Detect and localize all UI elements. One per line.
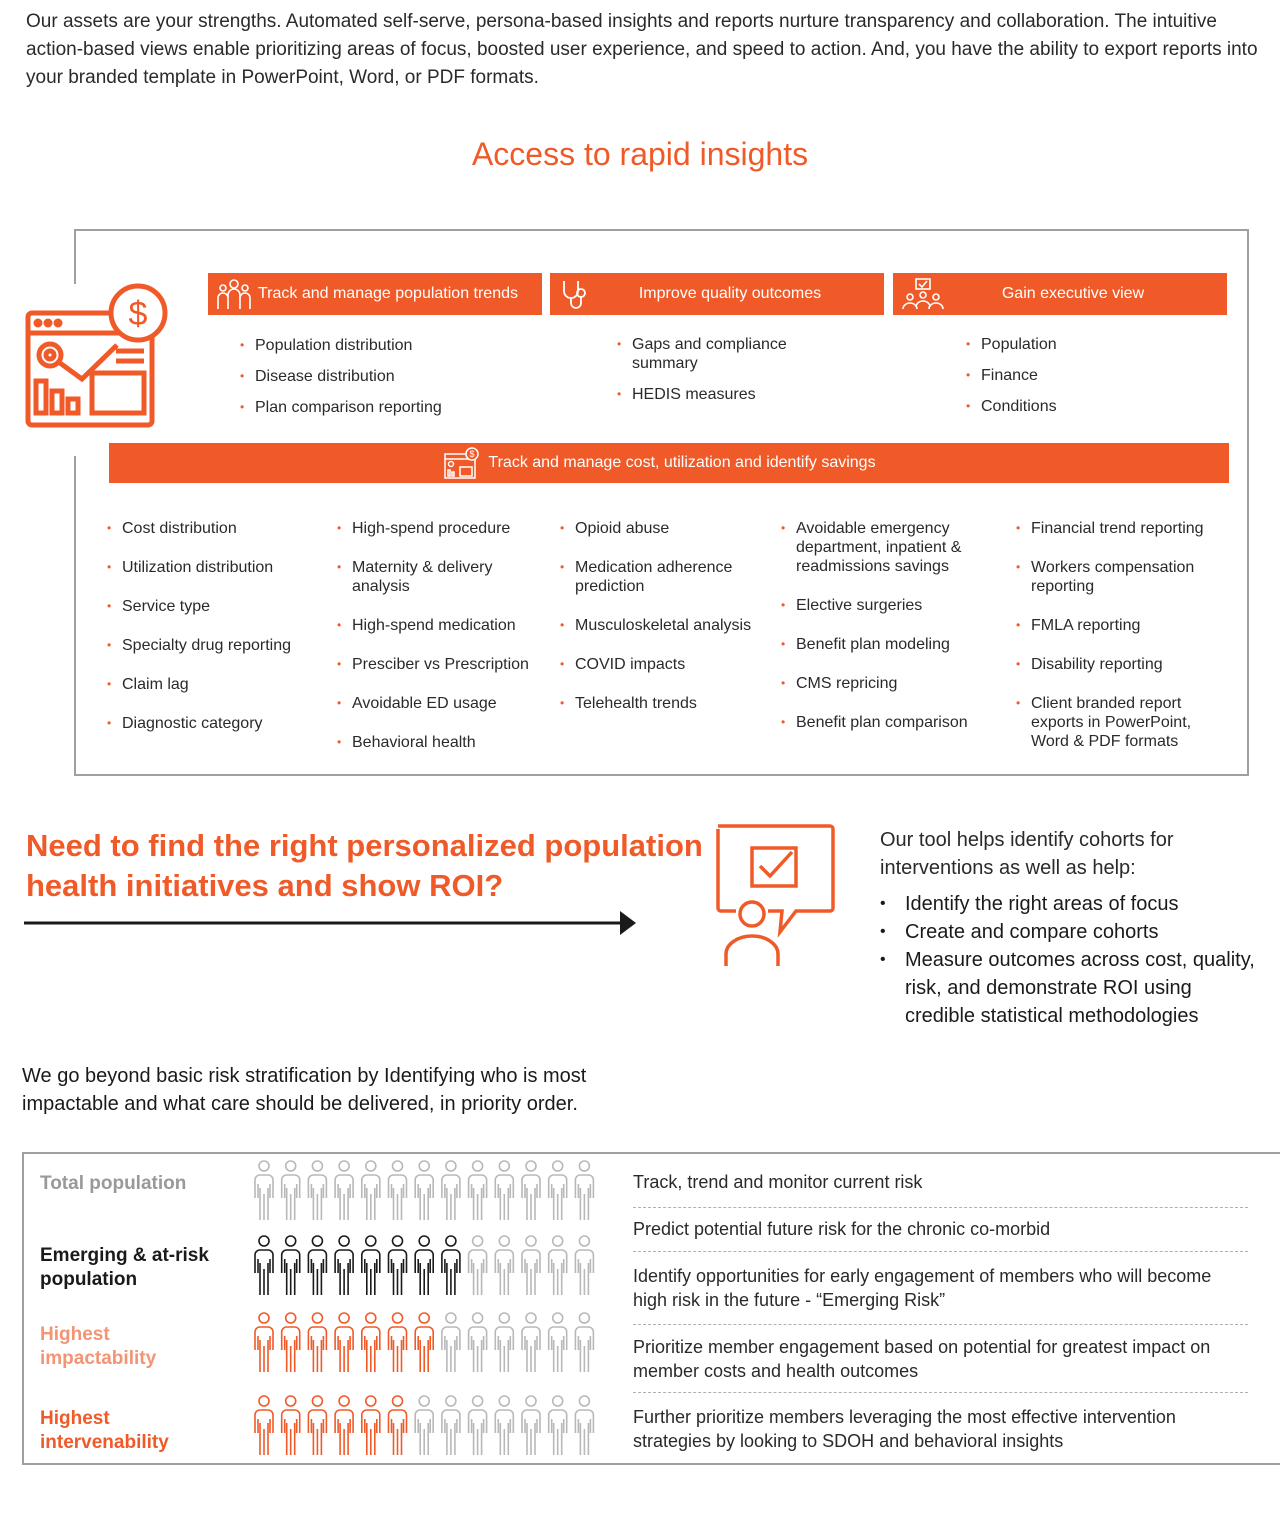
person-figure-icon xyxy=(362,1396,380,1455)
list-item: • Cost distribution xyxy=(107,519,322,538)
category-quality-outcomes xyxy=(550,273,884,315)
list-item: • Conditions xyxy=(966,397,1166,416)
list-item: • Financial trend reporting xyxy=(1016,519,1226,538)
person-figure-icon xyxy=(522,1161,540,1220)
divider xyxy=(633,1324,1248,1325)
list-item: • Population distribution xyxy=(240,336,540,355)
people-row-total xyxy=(250,1160,600,1222)
person-figure-icon xyxy=(549,1313,567,1372)
list-item: • Benefit plan comparison xyxy=(781,713,991,732)
stratification-description: Predict potential future risk for the chronic co-morbid xyxy=(633,1219,1051,1239)
person-figure-icon xyxy=(469,1161,487,1220)
people-row-impactability xyxy=(250,1312,600,1374)
person-figure-icon xyxy=(255,1313,273,1372)
person-figure-icon xyxy=(362,1161,380,1220)
category-label: Gain executive view xyxy=(1001,285,1145,302)
list-item: • Population xyxy=(966,335,1166,354)
list-item: • High-spend medication xyxy=(337,616,549,635)
stratification-description: Further prioritize members leveraging the most effective intervention strategies by looking to SDOH and behavioral insights xyxy=(633,1407,1176,1451)
person-figure-icon xyxy=(255,1396,273,1455)
list-item: • Measure outcomes across cost, quality, risk, and demonstrate ROI using credible statistical methodologies xyxy=(880,946,1260,1030)
list-item: • Presciber vs Prescription xyxy=(337,655,549,674)
person-figure-icon xyxy=(415,1236,433,1295)
list-item: • Claim lag xyxy=(107,675,322,694)
person-figure-icon xyxy=(308,1236,326,1295)
person-figure-icon xyxy=(442,1396,460,1455)
tool-intro-text: Our tool helps identify cohorts for interventions as well as help: xyxy=(880,829,1174,879)
person-figure-icon xyxy=(335,1396,353,1455)
stethoscope-icon xyxy=(558,277,594,311)
list-item: • Specialty drug reporting xyxy=(107,636,322,655)
person-figure-icon xyxy=(282,1396,300,1455)
list-item: • Identify the right areas of focus xyxy=(880,890,1260,918)
list-item: • Musculoskeletal analysis xyxy=(560,616,768,635)
person-figure-icon xyxy=(362,1236,380,1295)
cost-column-5 xyxy=(1016,519,1226,771)
list-item: • Diagnostic category xyxy=(107,714,322,733)
executive-view-list xyxy=(966,335,1166,428)
stratification-label-impactability: Highest impactability xyxy=(40,1324,157,1369)
person-figure-icon xyxy=(495,1236,513,1295)
cost-column-2 xyxy=(337,519,549,772)
list-item: • Disease distribution xyxy=(240,367,540,386)
list-item: • Medication adherence prediction xyxy=(560,558,768,596)
people-row-intervenability xyxy=(250,1395,600,1457)
person-figure-icon xyxy=(522,1236,540,1295)
cost-dashboard-icon xyxy=(443,446,481,480)
person-figure-icon xyxy=(549,1236,567,1295)
person-figure-icon xyxy=(495,1161,513,1220)
person-figure-icon xyxy=(549,1396,567,1455)
person-figure-icon xyxy=(415,1396,433,1455)
list-item: • Disability reporting xyxy=(1016,655,1226,674)
person-figure-icon xyxy=(335,1161,353,1220)
person-figure-icon xyxy=(549,1161,567,1220)
arrow-right-icon xyxy=(22,908,642,938)
list-item: • Maternity & delivery analysis xyxy=(337,558,549,596)
category-cost-utilization xyxy=(109,443,1229,483)
person-figure-icon xyxy=(469,1236,487,1295)
person-figure-icon xyxy=(389,1313,407,1372)
list-item: • Service type xyxy=(107,597,322,616)
person-figure-icon xyxy=(442,1313,460,1372)
person-figure-icon xyxy=(469,1313,487,1372)
beyond-risk-text: We go beyond basic risk stratification by Identifying who is most impactable and what care should be delivered, in priority order. xyxy=(22,1065,587,1115)
list-item: • Plan comparison reporting xyxy=(240,398,540,417)
person-figure-icon xyxy=(282,1313,300,1372)
person-figure-icon xyxy=(575,1313,593,1372)
person-figure-icon xyxy=(415,1161,433,1220)
person-figure-icon xyxy=(308,1161,326,1220)
list-item: • Gaps and compliance summary xyxy=(617,335,817,373)
list-item: • Behavioral health xyxy=(337,733,549,752)
person-figure-icon xyxy=(575,1236,593,1295)
stratification-description: Track, trend and monitor current risk xyxy=(633,1172,923,1192)
svg-text:$: $ xyxy=(128,295,148,333)
person-figure-icon xyxy=(522,1313,540,1372)
category-label: Track and manage population trends xyxy=(257,285,518,302)
category-population-trends xyxy=(208,273,542,315)
stratification-label-emerging: Emerging & at-risk population xyxy=(40,1245,209,1290)
person-figure-icon xyxy=(575,1396,593,1455)
divider xyxy=(633,1392,1248,1393)
person-figure-icon xyxy=(255,1236,273,1295)
person-figure-icon xyxy=(389,1396,407,1455)
person-figure-icon xyxy=(282,1161,300,1220)
stratification-description: Prioritize member engagement based on potential for greatest impact on member costs and health outcomes xyxy=(633,1337,1211,1381)
list-item: • CMS repricing xyxy=(781,674,991,693)
list-item: • HEDIS measures xyxy=(617,385,817,404)
person-figure-icon xyxy=(335,1236,353,1295)
cost-column-3 xyxy=(560,519,768,733)
person-figure-icon xyxy=(389,1236,407,1295)
rapid-insights-heading: Access to rapid insights xyxy=(471,136,809,172)
person-figure-icon xyxy=(362,1313,380,1372)
svg-text:$: $ xyxy=(469,449,475,459)
intro-paragraph: Our assets are your strengths. Automated self-serve, persona-based insights and reports nurture transparency and collaboration. The intuitive action-based views enable prioritizing areas of focus, boosted user experience, and speed to action. And, you have the ability to export reports into your branded template in PowerPoint, Word, or PDF formats. xyxy=(26,11,1258,88)
stratification-description: Identify opportunities for early engagement of members who will become high risk in the future - “Emerging Risk” xyxy=(633,1266,1212,1310)
person-figure-icon xyxy=(442,1161,460,1220)
stratification-label-intervenability: Highest intervenability xyxy=(40,1408,169,1453)
tool-benefits-list xyxy=(880,890,1260,1030)
category-executive-view xyxy=(893,273,1227,315)
executive-group-icon xyxy=(901,277,945,311)
person-figure-icon xyxy=(469,1396,487,1455)
divider xyxy=(633,1251,1248,1252)
person-figure-icon xyxy=(495,1396,513,1455)
person-figure-icon xyxy=(308,1313,326,1372)
person-figure-icon xyxy=(495,1313,513,1372)
cost-column-1 xyxy=(107,519,322,753)
list-item: • Utilization distribution xyxy=(107,558,322,577)
category-label: Improve quality outcomes xyxy=(638,285,822,302)
analytics-dashboard-icon xyxy=(22,283,170,431)
category-label: Track and manage cost, utilization and identify savings xyxy=(488,454,876,471)
person-figure-icon xyxy=(308,1396,326,1455)
quality-outcomes-list xyxy=(617,335,817,416)
person-figure-icon xyxy=(282,1236,300,1295)
population-group-icon xyxy=(216,277,252,311)
list-item: • Elective surgeries xyxy=(781,596,991,615)
list-item: • High-spend procedure xyxy=(337,519,549,538)
list-item: • Create and compare cohorts xyxy=(880,918,1260,946)
list-item: • Avoidable emergency department, inpatient & readmissions savings xyxy=(781,519,991,576)
person-figure-icon xyxy=(575,1161,593,1220)
list-item: • Client branded report exports in PowerPoint, Word & PDF formats xyxy=(1016,694,1226,751)
list-item: • Avoidable ED usage xyxy=(337,694,549,713)
person-checkmark-icon xyxy=(712,822,838,970)
roi-heading: Need to find the right personalized population health initiatives and show ROI? xyxy=(26,828,703,903)
list-item: • Workers compensation reporting xyxy=(1016,558,1226,596)
list-item: • COVID impacts xyxy=(560,655,768,674)
person-figure-icon xyxy=(522,1396,540,1455)
stratification-label-total: Total population xyxy=(40,1173,187,1194)
person-figure-icon xyxy=(415,1313,433,1372)
list-item: • Finance xyxy=(966,366,1166,385)
person-figure-icon xyxy=(389,1161,407,1220)
list-item: • FMLA reporting xyxy=(1016,616,1226,635)
divider xyxy=(633,1207,1248,1208)
person-figure-icon xyxy=(255,1161,273,1220)
people-row-emerging xyxy=(250,1235,600,1297)
list-item: • Opioid abuse xyxy=(560,519,768,538)
cost-column-4 xyxy=(781,519,991,752)
person-figure-icon xyxy=(442,1236,460,1295)
list-item: • Benefit plan modeling xyxy=(781,635,991,654)
list-item: • Telehealth trends xyxy=(560,694,768,713)
person-figure-icon xyxy=(335,1313,353,1372)
population-trends-list xyxy=(240,336,540,429)
